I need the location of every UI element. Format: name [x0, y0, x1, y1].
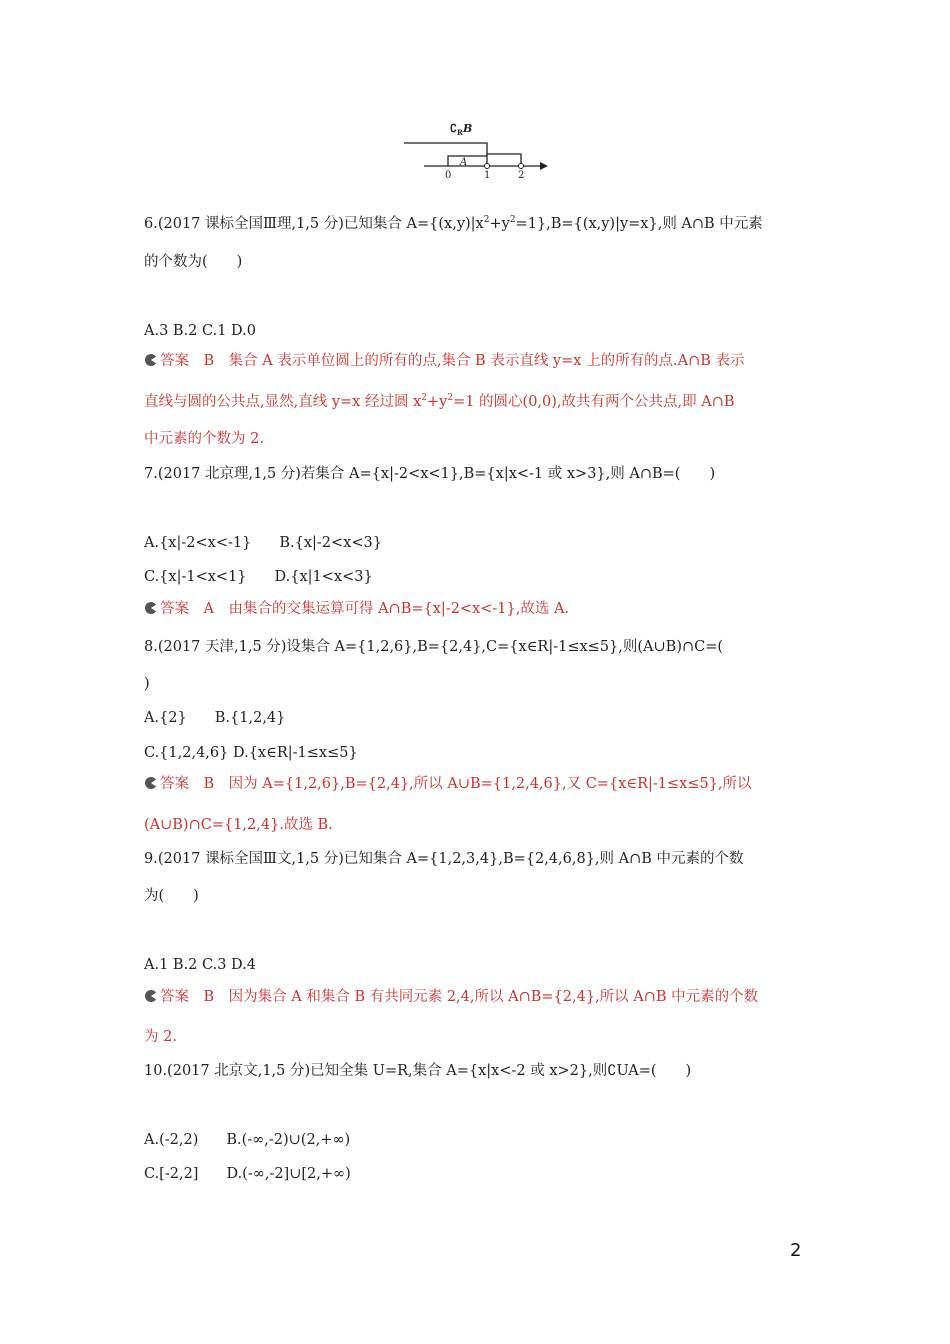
q8-answer-line1: 答案 B 因为 A={1,2,6},B={2,4},所以 A∪B={1,2,4,6},又 C={x∈R|-1≤x≤5},所以 [144, 774, 752, 794]
q7-options-ab: A.{x|-2<x<-1} B.{x|-2<x<3} [144, 535, 382, 551]
q6-answer-line3: 中元素的个数为 2. [144, 431, 264, 447]
q8-stem-line1: 8.(2017 天津,1,5 分)设集合 A={1,2,6},B={2,4},C={x∈R|-1≤x≤5},则(A∪B)∩C=( [144, 639, 724, 655]
q8-stem-line2: ) [144, 676, 150, 692]
set-a-bracket [448, 156, 487, 166]
q8-answer-line2: (A∪B)∩C={1,2,4}.故选 B. [144, 817, 333, 833]
q10-options-ab: A.(-2,2) B.(-∞,-2)∪(2,+∞) [144, 1132, 351, 1148]
q6-options: A.3 B.2 C.1 D.0 [144, 323, 256, 339]
tick-label-0: 0 [445, 170, 452, 181]
tick-label-2: 2 [518, 170, 525, 181]
figure-label-complement: ∁ [450, 122, 457, 135]
svg-text:B: B [463, 122, 473, 135]
answer-marker-icon [144, 353, 158, 367]
q6-stem-line2: 的个数为( ) [144, 254, 243, 270]
q9-options: A.1 B.2 C.3 D.4 [144, 957, 256, 973]
number-line-figure [400, 118, 550, 182]
q9-answer-line1: 答案 B 因为集合 A 和集合 B 有共同元素 2,4,所以 A∩B={2,4},所以 A∩B 中元素的个数 [144, 987, 758, 1007]
complement-bracket [404, 143, 487, 166]
q7-answer: 答案 A 由集合的交集运算可得 A∩B={x|-2<x<-1},故选 A. [144, 599, 569, 619]
set-a-label: A [460, 157, 468, 168]
q9-stem-line1: 9.(2017 课标全国Ⅲ文,1,5 分)已知集合 A={1,2,3,4},B={2,4,6,8},则 A∩B 中元素的个数 [144, 851, 744, 867]
q9-stem-line2: 为( ) [144, 888, 199, 904]
open-point-1 [485, 164, 490, 169]
q6-answer-line1: 答案 B 集合 A 表示单位圆上的所有的点,集合 B 表示直线 y=x 上的所有的点.A∩B 表示 [144, 351, 745, 371]
answer-marker-icon [144, 601, 158, 615]
q8-options-cd: C.{1,2,4,6} D.{x∈R|-1≤x≤5} [144, 745, 358, 761]
answer-marker-icon [144, 989, 158, 1003]
q10-options-cd: C.[-2,2] D.(-∞,-2]∪[2,+∞) [144, 1166, 351, 1182]
tick-label-1: 1 [484, 170, 491, 181]
q6-answer-line2: 直线与圆的公共点,显然,直线 y=x 经过圆 $x^2+y^2=1$ 的圆心(0,0),故共有两个公共点,即 A∩B [144, 393, 735, 410]
set-b-bracket [487, 154, 521, 166]
svg-text:R: R [457, 128, 463, 137]
q7-stem: 7.(2017 北京理,1,5 分)若集合 A={x|-2<x<1},B={x|x<-1 或 x>3},则 A∩B=( ) [144, 466, 716, 482]
q6-stem-line1: 6.(2017 课标全国Ⅲ理,1,5 分)已知集合 $A=\{(x,y)|x^2+y^2=1\},B=\{(x,y)|y=x\}$,则 A∩B 中元素 [144, 215, 763, 232]
page-number: 2 [790, 1240, 802, 1261]
open-point-2 [519, 164, 524, 169]
axis-arrow [540, 162, 548, 170]
answer-marker-icon [144, 776, 158, 790]
q10-stem: 10.(2017 北京文,1,5 分)已知全集 U=R,集合 A={x|x<-2 或 x>2},则∁UA=( ) [144, 1063, 692, 1079]
q8-options-ab: A.{2} B.{1,2,4} [144, 710, 286, 726]
q9-answer-line2: 为 2. [144, 1029, 177, 1045]
q7-options-cd: C.{x|-1<x<1} D.{x|1<x<3} [144, 569, 373, 585]
